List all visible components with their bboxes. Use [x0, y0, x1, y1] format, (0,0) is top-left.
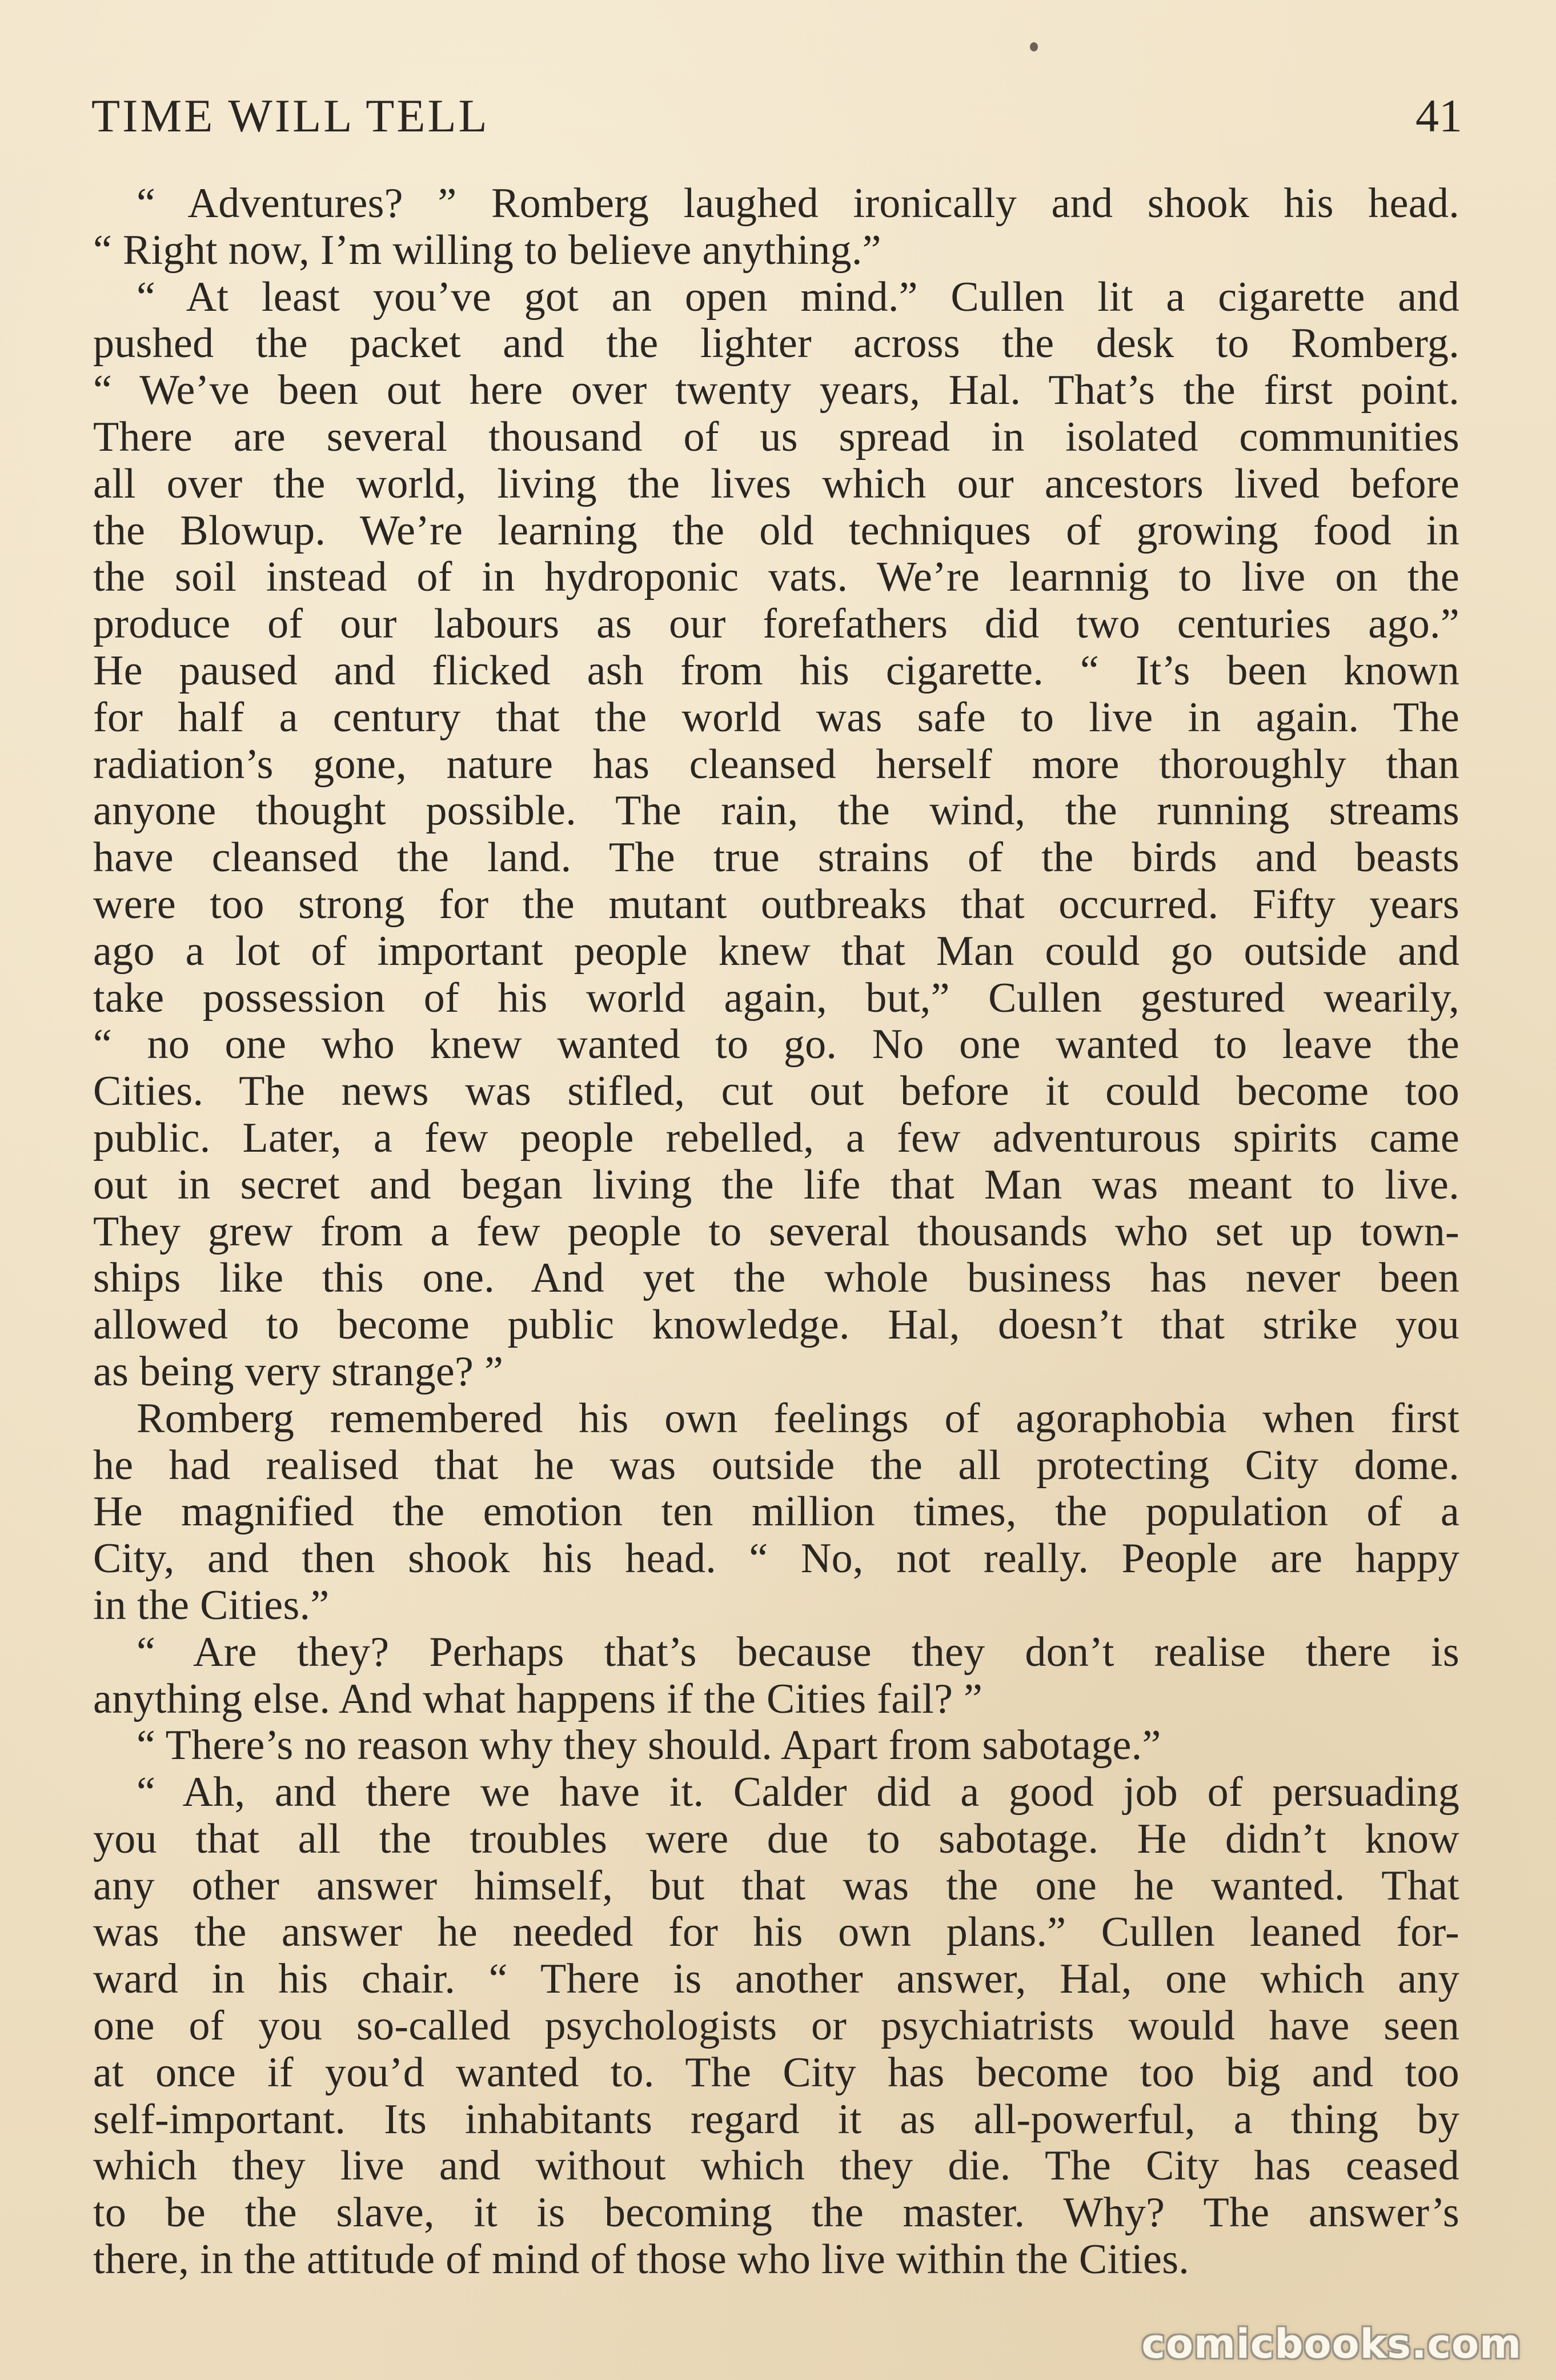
text-line: to be the slave, it is becoming the master. Why? The answer’s: [93, 2189, 1459, 2237]
text-line: produce of our labours as our forefathers did two centuries ago.”: [93, 600, 1459, 648]
text-line: the soil instead of in hydroponic vats. We’re learnnig to live on the: [93, 554, 1459, 601]
text-line: which they live and without which they die. The City has ceased: [93, 2142, 1459, 2190]
text-line: He paused and flicked ash from his cigarette. “ It’s been known: [93, 647, 1459, 694]
text-line: any other answer himself, but that was the one he wanted. That: [93, 1862, 1459, 1909]
text-line: radiation’s gone, nature has cleansed herself more thoroughly than: [93, 740, 1459, 788]
text-line: Romberg remembered his own feelings of agoraphobia when first: [137, 1395, 1459, 1442]
text-line: “ Ah, and there we have it. Calder did a good job of persuading: [137, 1769, 1459, 1816]
text-line: ago a lot of important people knew that Man could go outside and: [93, 927, 1459, 975]
book-title: TIME WILL TELL: [91, 90, 490, 142]
text-line: “ Adventures? ” Romberg laughed ironically and shook his head.: [137, 180, 1459, 227]
text-line: pushed the packet and the lighter across the desk to Romberg.: [93, 320, 1459, 367]
text-line: “ no one who knew wanted to go. No one wanted to leave the: [93, 1021, 1459, 1068]
text-line: self-important. Its inhabitants regard it as all-powerful, a thing by: [93, 2095, 1459, 2143]
text-line: They grew from a few people to several thousands who set up town-: [93, 1208, 1459, 1255]
text-line: “ Are they? Perhaps that’s because they don’t realise there is: [137, 1628, 1459, 1676]
text-line: was the answer he needed for his own plans.” Cullen leaned for-: [93, 1909, 1459, 1956]
text-line: ward in his chair. “ There is another answer, Hal, one which any: [93, 1956, 1459, 2003]
text-line: “ At least you’ve got an open mind.” Cullen lit a cigarette and: [137, 273, 1459, 320]
text-line: in the Cities.”: [93, 1581, 330, 1629]
text-line: ships like this one. And yet the whole business has never been: [93, 1255, 1459, 1302]
text-line: he had realised that he was outside the all protecting City dome.: [93, 1441, 1459, 1489]
text-line: anything else. And what happens if the Cities fail? ”: [93, 1675, 983, 1722]
page-number: 41: [1415, 90, 1462, 142]
body-text: [93, 181, 1459, 2283]
text-line: Cities. The news was stifled, cut out before it could become too: [93, 1068, 1459, 1115]
text-line: the Blowup. We’re learning the old techniques of growing food in: [93, 507, 1459, 554]
text-line: take possession of his world again, but,” Cullen gestured wearily,: [93, 974, 1459, 1021]
running-head: [91, 85, 1462, 147]
text-line: public. Later, a few people rebelled, a few adventurous spirits came: [93, 1114, 1459, 1161]
text-line: “ Right now, I’m willing to believe anything.”: [93, 226, 881, 274]
text-line: at once if you’d wanted to. The City has become too big and too: [93, 2049, 1459, 2096]
text-line: allowed to become public knowledge. Hal, doesn’t that strike you: [93, 1301, 1459, 1349]
text-line: have cleansed the land. The true strains of the birds and beasts: [93, 834, 1459, 882]
text-line: one of you so-called psychologists or psychiatrists would have seen: [93, 2002, 1459, 2050]
text-line: “ We’ve been out here over twenty years, Hal. That’s the first point.: [93, 367, 1459, 414]
text-line: City, and then shook his head. “ No, not really. People are happy: [93, 1535, 1459, 1582]
text-line: There are several thousand of us spread in isolated communities: [93, 413, 1459, 460]
text-line: all over the world, living the lives which our ancestors lived before: [93, 460, 1459, 507]
text-line: “ There’s no reason why they should. Apart from sabotage.”: [137, 1722, 1161, 1769]
text-line: there, in the attitude of mind of those who live within the Cities.: [93, 2236, 1190, 2283]
text-line: He magnified the emotion ten million times, the population of a: [93, 1488, 1459, 1536]
watermark: comicbooks.com: [1141, 2321, 1522, 2367]
text-line: you that all the troubles were due to sabotage. He didn’t know: [93, 1815, 1459, 1862]
text-line: anyone thought possible. The rain, the wind, the running streams: [93, 787, 1459, 835]
text-line: as being very strange? ”: [93, 1348, 504, 1395]
text-line: were too strong for the mutant outbreaks that occurred. Fifty years: [93, 880, 1459, 928]
ink-speck: [1030, 42, 1038, 51]
text-line: for half a century that the world was safe to live in again. The: [93, 694, 1459, 741]
text-line: out in secret and began living the life that Man was meant to live.: [93, 1161, 1459, 1208]
